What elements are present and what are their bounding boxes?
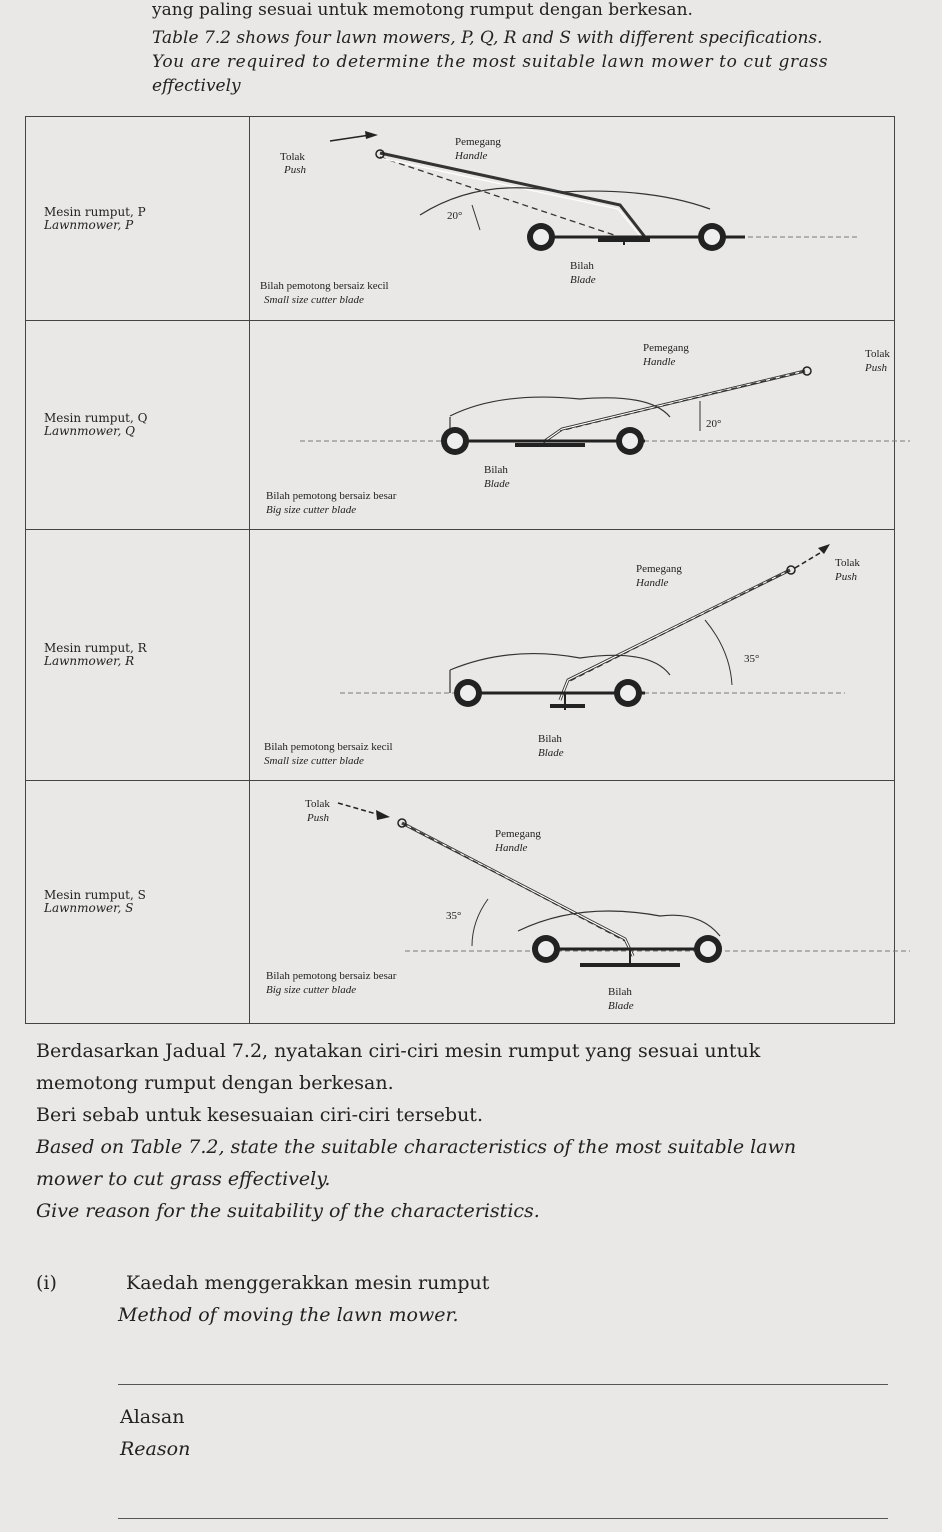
- angle-label: 20°: [447, 210, 463, 222]
- blade-label-ms: Bilah: [484, 464, 508, 476]
- mower-name-cell: [26, 781, 250, 1024]
- cutter-label-ms: Bilah pemotong bersaiz besar: [266, 490, 397, 502]
- cutter-label-ms: Bilah pemotong bersaiz besar: [266, 970, 397, 982]
- mower-figure-cell: [250, 781, 895, 1024]
- handle-label-ms: Pemegang: [495, 828, 541, 840]
- mower-name-ms: Mesin rumput, Q: [44, 411, 148, 425]
- blade-label-en: Blade: [608, 1000, 634, 1012]
- question-en-line-2: mower to cut grass effectively.: [36, 1168, 331, 1190]
- part-number: (i): [36, 1272, 57, 1294]
- mower-name-ms: Mesin rumput, R: [44, 641, 147, 655]
- mower-figure-cell: [250, 117, 895, 321]
- blade-label-ms: Bilah: [570, 260, 594, 272]
- cutter-label-ms: Bilah pemotong bersaiz kecil: [260, 280, 389, 292]
- lawnmower-p-diagram: [250, 117, 914, 320]
- lawnmower-r-diagram: [250, 530, 914, 780]
- blade-label-en: Blade: [538, 747, 564, 759]
- reason-label-ms: Alasan: [120, 1406, 185, 1428]
- mower-name-ms: Mesin rumput, S: [44, 888, 146, 902]
- lawnmower-table: [25, 116, 895, 1024]
- handle-label-ms: Pemegang: [643, 342, 689, 354]
- handle-label-ms: Pemegang: [636, 563, 682, 575]
- mower-name-en: Lawnmower, Q: [44, 424, 135, 438]
- cutter-label-en: Big size cutter blade: [266, 984, 357, 996]
- push-label-ms: Tolak: [865, 348, 890, 360]
- mower-name-en: Lawnmower, R: [44, 654, 135, 668]
- reason-label-en: Reason: [120, 1438, 191, 1460]
- handle-label-en: Handle: [643, 356, 676, 368]
- handle-label-en: Handle: [495, 842, 528, 854]
- mower-figure-cell: [250, 321, 895, 530]
- push-label-en: Push: [284, 164, 306, 176]
- push-label-ms: Tolak: [835, 557, 860, 569]
- handle-label-en: Handle: [636, 577, 669, 589]
- blade-label-en: Blade: [484, 478, 510, 490]
- angle-label: 20°: [706, 418, 722, 430]
- mower-figure-cell: [250, 530, 895, 781]
- push-label-en: Push: [835, 571, 857, 583]
- intro-line-4: effectively: [152, 76, 241, 96]
- lawnmower-s-diagram: [250, 781, 914, 1023]
- handle-label-en: Handle: [455, 150, 488, 162]
- handle-label-ms: Pemegang: [455, 136, 501, 148]
- mower-name-en: Lawnmower, P: [44, 217, 134, 232]
- table-row-r: [26, 530, 895, 781]
- mower-name-cell: [26, 321, 250, 530]
- push-label-ms: Tolak: [280, 151, 305, 163]
- intro-line-2: Table 7.2 shows four lawn mowers, P, Q, R and S with different specifications.: [152, 28, 823, 48]
- question-ms-line-1: Berdasarkan Jadual 7.2, nyatakan ciri-ciri mesin rumput yang sesuai untuk: [36, 1040, 761, 1062]
- mower-name-cell: [26, 530, 250, 781]
- push-label-en: Push: [865, 362, 887, 374]
- mower-name-cell: [26, 117, 250, 321]
- part-label-en: Method of moving the lawn mower.: [118, 1304, 459, 1326]
- question-ms-line-3: Beri sebab untuk kesesuaian ciri-ciri tersebut.: [36, 1104, 483, 1126]
- part-label-ms: Kaedah menggerakkan mesin rumput: [126, 1272, 490, 1294]
- table-row-q: [26, 321, 895, 530]
- table-row-p: [26, 117, 895, 321]
- cutter-label-en: Small size cutter blade: [264, 755, 364, 767]
- cutter-label-en: Small size cutter blade: [264, 294, 364, 306]
- intro-line-3: You are required to determine the most suitable lawn mower to cut grass: [152, 52, 829, 72]
- cutter-label-ms: Bilah pemotong bersaiz kecil: [264, 741, 393, 753]
- intro-line-1: yang paling sesuai untuk memotong rumput dengan berkesan.: [152, 0, 693, 20]
- lawnmower-q-diagram: [250, 321, 914, 529]
- push-label-ms: Tolak: [305, 798, 330, 810]
- answer-line-reason[interactable]: [118, 1518, 888, 1519]
- blade-label-en: Blade: [570, 274, 596, 286]
- answer-line-method[interactable]: [118, 1384, 888, 1385]
- mower-name-en: Lawnmower, S: [44, 901, 134, 915]
- angle-label: 35°: [446, 910, 462, 922]
- cutter-label-en: Big size cutter blade: [266, 504, 357, 516]
- blade-label-ms: Bilah: [538, 733, 562, 745]
- angle-label: 35°: [744, 653, 760, 665]
- table-row-s: [26, 781, 895, 1024]
- question-ms-line-2: memotong rumput dengan berkesan.: [36, 1072, 394, 1094]
- question-en-line-3: Give reason for the suitability of the characteristics.: [36, 1200, 540, 1222]
- question-en-line-1: Based on Table 7.2, state the suitable characteristics of the most suitable lawn: [36, 1136, 797, 1158]
- blade-label-ms: Bilah: [608, 986, 632, 998]
- push-label-en: Push: [307, 812, 329, 824]
- mower-name-ms: Mesin rumput, P: [44, 204, 146, 219]
